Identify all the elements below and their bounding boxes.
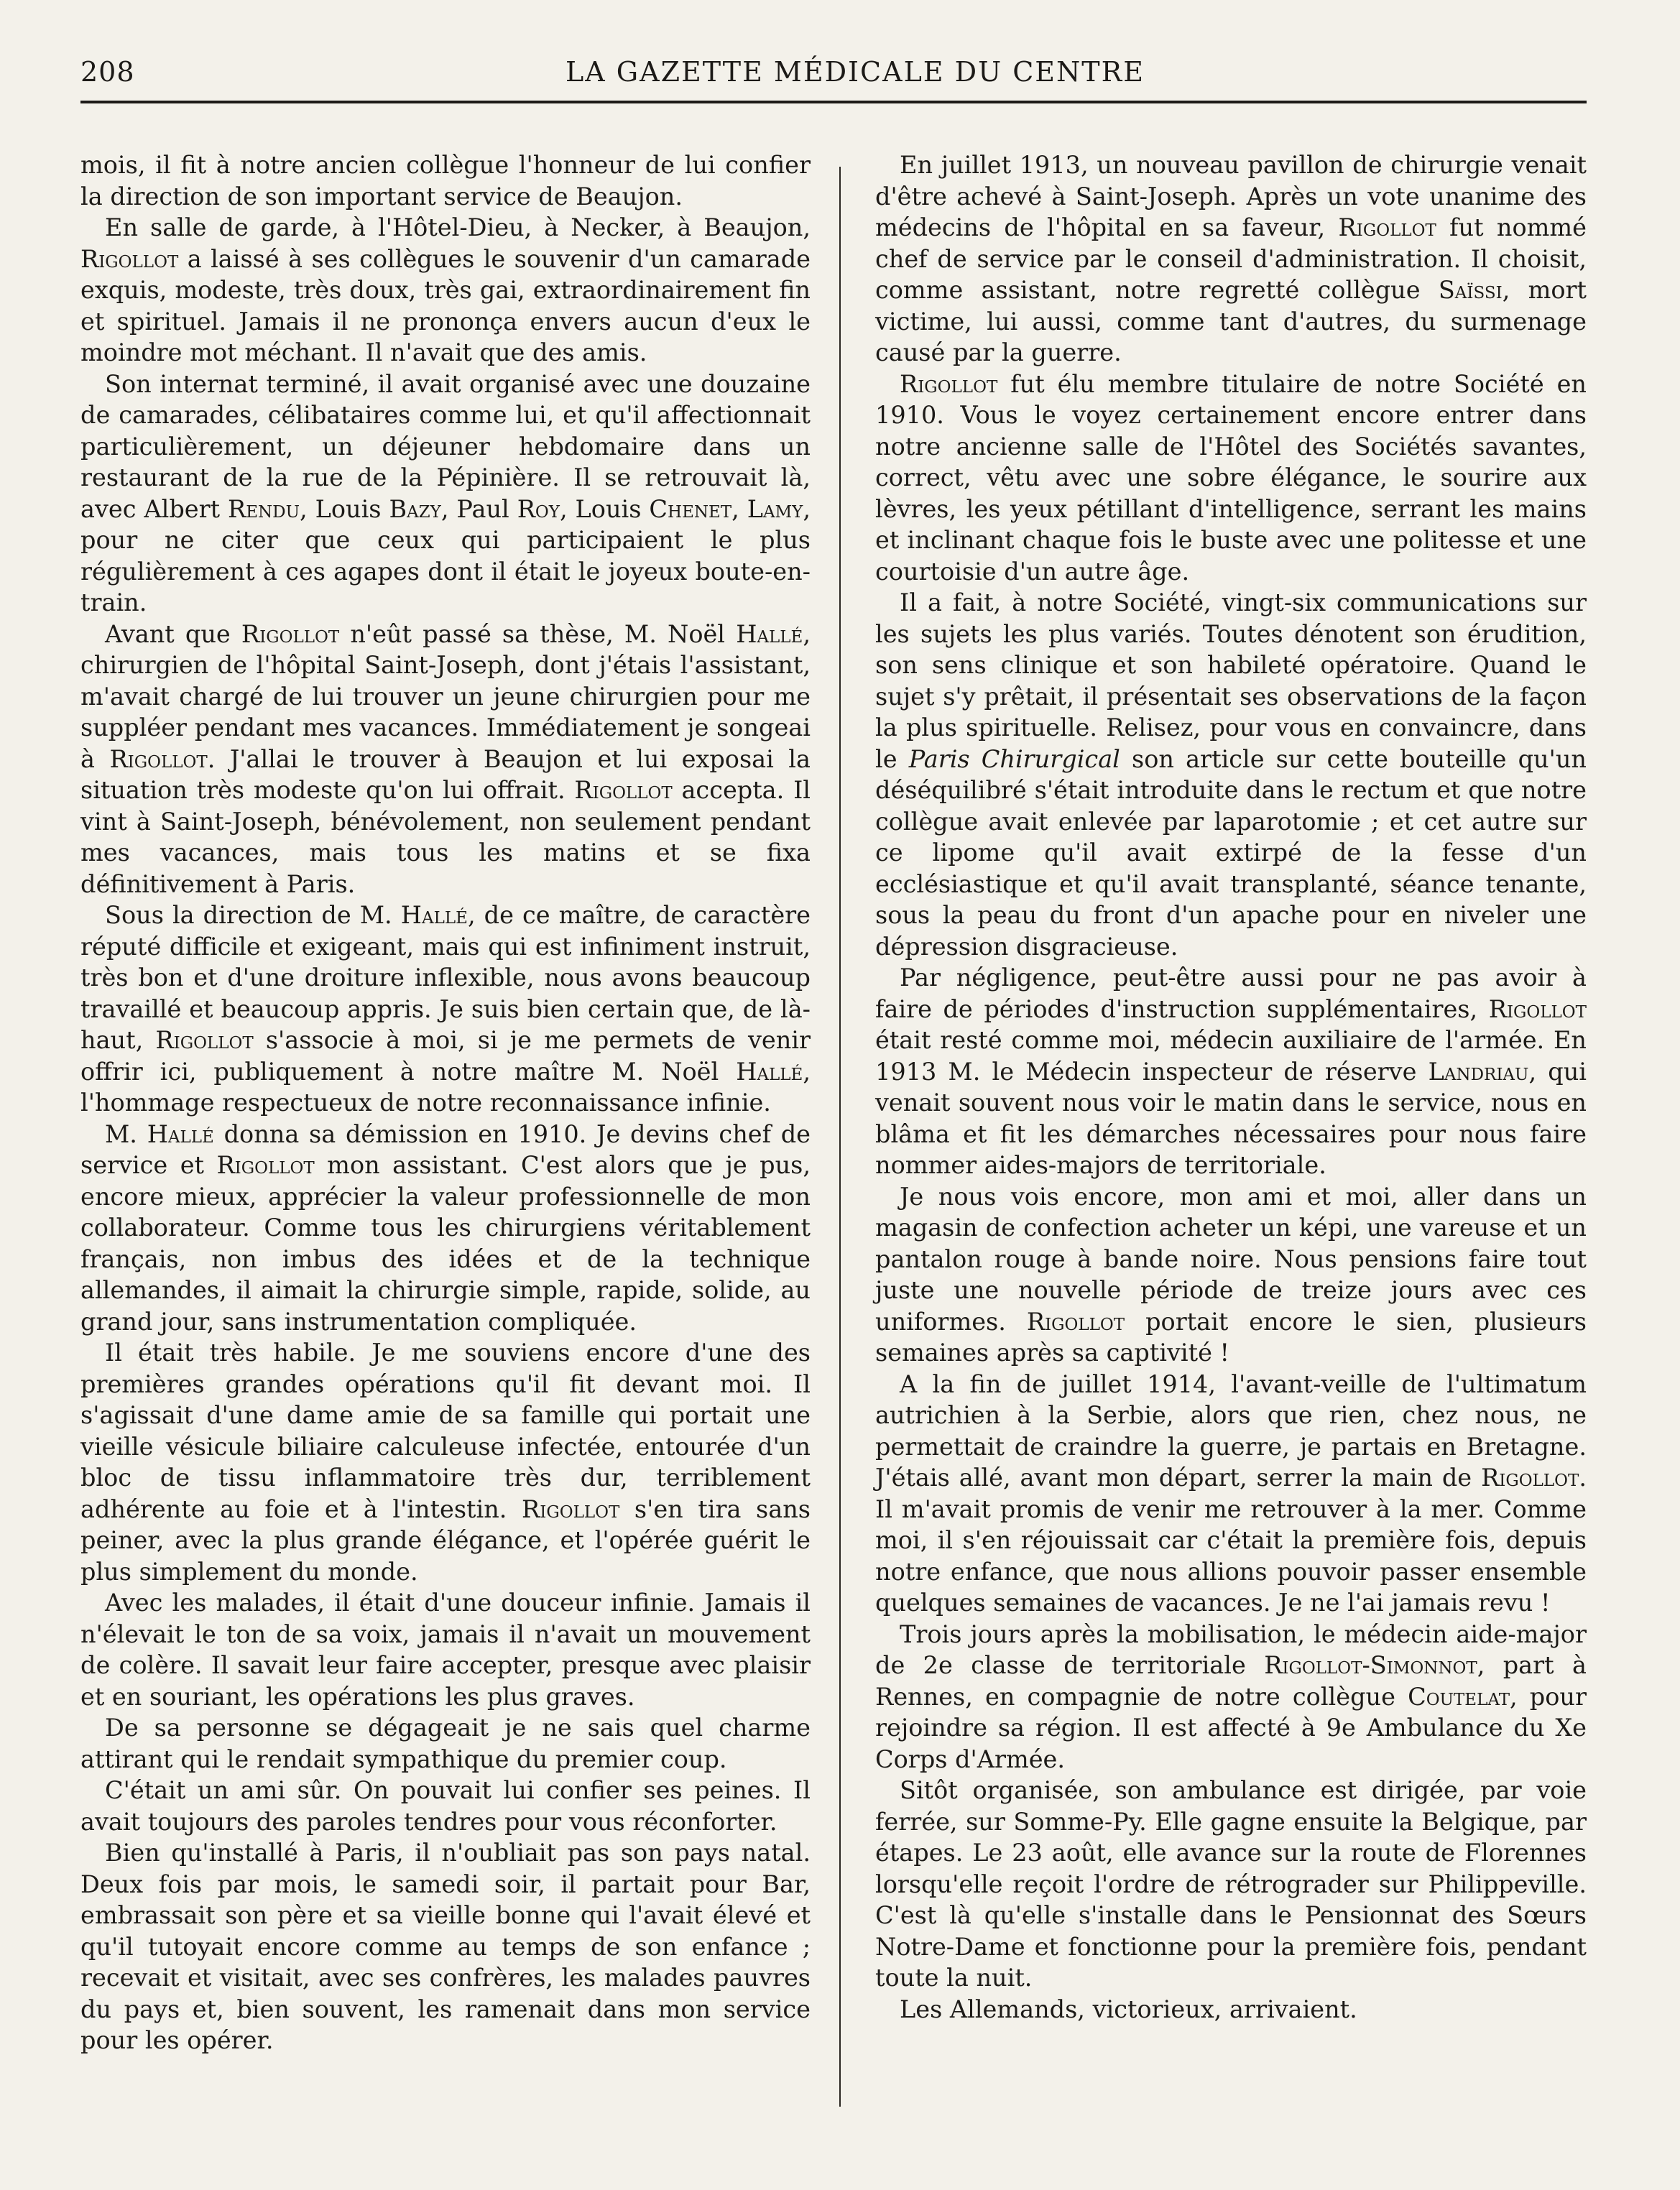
person-name: Rigollot: [155, 1026, 254, 1054]
person-name: Rigollot: [216, 1151, 315, 1179]
paragraph: Il a fait, à notre Société, vingt-six communications sur les sujets les plus variés. Toutes dénotent son érudition, son sens clinique et son habileté opératoire. Quand le sujet s'y prêtait, il présentait ses observations de la façon la plus spirituelle. Relisez, pour vous en convaincre, dans le Paris Chirurgical son article sur cette bouteille qu'un déséquilibré s'était introduite dans le rectum et que notre collègue avait enlevée par laparotomie ; et cet autre sur ce lipome qu'il avait extirpé de la fesse d'un ecclésiastique et qu'il avait transplanté, séance tenante, sous la peau du front d'un apache pour en niveler une dépression disgracieuse.: [875, 588, 1587, 961]
paragraph: Bien qu'installé à Paris, il n'oubliait pas son pays natal. Deux fois par mois, le samedi soir, il partait pour Bar, embrassait son père et sa vieille bonne qui l'avait élevé et qu'il tutoyait encore comme au temps de son enfance ; recevait et visitait, avec ses confrères, les malades pauvres du pays et, bien souvent, les ramenait dans mon service pour les opérer.: [80, 1839, 811, 2054]
person-name: Lamy: [747, 494, 803, 523]
paragraph: Rigollot fut élu membre titulaire de notre Société en 1910. Vous le voyez certainement encore entrer dans notre ancienne salle de l'Hôtel des Sociétés savantes, correct, vêtu avec une sobre élégance, le sourire aux lèvres, les yeux pétillant d'intelligence, serrant les mains et inclinant chaque fois le buste avec une politesse et une courtoisie d'un autre âge.: [875, 369, 1587, 586]
paragraph: Avant que Rigollot n'eût passé sa thèse, M. Noël Hallé, chirurgien de l'hôpital Saint-Joseph, dont j'étais l'assistant, m'avait chargé de lui trouver un jeune chirurgien pour me suppléer pendant mes vacances. Immédiatement je songeai à Rigollot. J'allai le trouver à Beaujon et lui exposai la situation très modeste qu'on lui offrait. Rigollot accepta. Il vint à Saint-Joseph, bénévolement, non seulement pendant mes vacances, mais tous les matins et se fixa définitivement à Paris.: [80, 619, 811, 898]
person-name: Hallé: [147, 1119, 214, 1148]
paragraph: M. Hallé donna sa démission en 1910. Je devins chef de service et Rigollot mon assistant. C'est alors que je pus, encore mieux, apprécier la valeur professionnelle de mon collaborateur. Comme tous les chirurgiens véritablement français, non imbus des idées et de la technique allemandes, il aimait la chirurgie simple, rapide, solide, au grand jour, sans instrumentation compliquée.: [80, 1119, 811, 1336]
paragraph: Il était très habile. Je me souviens encore d'une des premières grandes opérations qu'il fit devant moi. Il s'agissait d'une dame amie de sa famille qui portait une vieille vésicule biliaire calculeuse infectée, entourée d'un bloc de tissu inflammatoire très dur, terriblement adhérente au foie et à l'intestin. Rigollot s'en tira sans peiner, avec la plus grande élégance, et l'opérée guérit le plus simplement du monde.: [80, 1339, 811, 1586]
person-name: Chenet: [649, 494, 732, 523]
person-name: Coutelat: [1408, 1682, 1510, 1711]
paragraph: A la fin de juillet 1914, l'avant-veille de l'ultimatum autrichien à la Serbie, alors que rien, chez nous, ne permettait de craindre la guerre, je partais en Bretagne. J'étais allé, avant mon départ, serrer la main de Rigollot. Il m'avait promis de venir me retrouver à la mer. Comme moi, il s'en réjouissait car c'était la première fois, depuis notre enfance, que nous allions pouvoir passer ensemble quelques semaines de vacances. Je ne l'ai jamais revu !: [875, 1369, 1587, 1617]
left-column: [80, 149, 811, 2056]
header-rule: [80, 101, 1587, 103]
paragraph: En salle de garde, à l'Hôtel-Dieu, à Necker, à Beaujon, Rigollot a laissé à ses collègues le souvenir d'un camarade exquis, modeste, très doux, très gai, extraordinairement fin et spirituel. Jamais il ne prononça envers aucun d'eux le moindre mot méchant. Il n'avait que des amis.: [80, 213, 811, 366]
column-divider: [839, 167, 841, 2107]
person-name: Rendu: [228, 494, 300, 523]
paragraph: mois, il fit à notre ancien collègue l'honneur de lui confier la direction de son important service de Beaujon.: [80, 151, 811, 211]
person-name: Rigollot: [1481, 1464, 1579, 1492]
person-name: Rigollot: [1026, 1307, 1125, 1336]
paragraph: Je nous vois encore, mon ami et moi, aller dans un magasin de confection acheter un képi, une vareuse et un pantalon rouge à bande noire. Nous pensions faire tout juste une nouvelle période de treize jours avec ces uniformes. Rigollot portait encore le sien, plusieurs semaines après sa captivité !: [875, 1182, 1587, 1367]
paragraph: Sous la direction de M. Hallé, de ce maître, de caractère réputé difficile et exigeant, mais qui est infiniment instruit, très bon et d'une droiture inflexible, nous avons beaucoup travaillé et beaucoup appris. Je suis bien certain que, de là-haut, Rigollot s'associe à moi, si je me permets de venir offrir ici, publiquement à notre maître M. Noël Hallé, l'hommage respectueux de notre reconnaissance infinie.: [80, 901, 811, 1117]
paragraph: C'était un ami sûr. On pouvait lui confier ses peines. Il avait toujours des paroles tendres pour vous réconforter.: [80, 1776, 811, 1836]
person-name: Hallé: [736, 1057, 803, 1086]
person-name: Rigollot: [109, 744, 208, 773]
paragraph: Sitôt organisée, son ambulance est dirigée, par voie ferrée, sur Somme-Py. Elle gagne ensuite la Belgique, par étapes. Le 23 août, elle avance sur la route de Florennes lorsqu'elle reçoit l'ordre de rétrograder sur Philippeville. C'est là qu'elle s'installe dans le Pensionnat des Sœurs Notre-Dame et fonctionne pour la première fois, pendant toute la nuit.: [875, 1776, 1587, 1992]
paragraph: Les Allemands, victorieux, arrivaient.: [900, 1995, 1357, 2023]
person-name: Rigollot: [241, 619, 340, 648]
paragraph: De sa personne se dégageait je ne sais quel charme attirant qui le rendait sympathique du premier coup.: [80, 1714, 811, 1773]
person-name: Roy: [517, 494, 560, 523]
paragraph: Son internat terminé, il avait organisé avec une douzaine de camarades, célibataires comme lui, et qu'il affectionnait particulièrement, un déjeuner hebdomaire dans un restaurant de la rue de la Pépinière. Il se retrouvait là, avec Albert Rendu, Louis Bazy, Paul Roy, Louis Chenet, Lamy, pour ne citer que ceux qui participaient le plus régulièrement à ces agapes dont il était le joyeux boute-en-train.: [80, 369, 811, 616]
person-name: Hallé: [736, 619, 803, 648]
person-name: Rigollot: [900, 369, 998, 398]
person-name: Hallé: [400, 901, 468, 929]
person-name: Rigollot: [522, 1494, 620, 1523]
publication-title: Paris Chirurgical: [908, 744, 1120, 773]
paragraph: Trois jours après la mobilisation, le médecin aide-major de 2e classe de territoriale Rigollot-Simonnot, part à Rennes, en compagnie de notre collègue Coutelat, pour rejoindre sa région. Il est affecté à 9e Ambulance du Xe Corps d'Armée.: [875, 1620, 1587, 1773]
person-name: Rigollot: [1338, 213, 1436, 241]
page-number: 208: [80, 56, 135, 88]
journal-title: LA GAZETTE MÉDICALE DU CENTRE: [566, 56, 1145, 88]
right-column: [875, 149, 1587, 2025]
person-name: Rigollot: [574, 776, 673, 804]
person-name: Rigollot: [80, 244, 179, 273]
person-name: Bazy: [389, 494, 441, 523]
page-header: [80, 56, 1587, 99]
paragraph: Avec les malades, il était d'une douceur infinie. Jamais il n'élevait le ton de sa voix, jamais il n'avait un mouvement de colère. Il savait leur faire accepter, presque avec plaisir et en souriant, les opérations les plus graves.: [80, 1589, 811, 1711]
person-name: Rigollot-Simonnot: [1264, 1651, 1477, 1679]
person-name: Saïssi: [1438, 276, 1503, 304]
person-name: Rigollot: [1488, 994, 1587, 1023]
person-name: Landriau: [1428, 1057, 1529, 1086]
paragraph: Par négligence, peut-être aussi pour ne pas avoir à faire de périodes d'instruction supplémentaires, Rigollot était resté comme moi, médecin auxiliaire de l'armée. En 1913 M. le Médecin inspecteur de réserve Landriau, qui venait souvent nous voir le matin dans le service, nous en blâma et fit les démarches nécessaires pour nous faire nommer aides-majors de territoriale.: [875, 964, 1587, 1179]
paragraph: En juillet 1913, un nouveau pavillon de chirurgie venait d'être achevé à Saint-Joseph. Après un vote unanime des médecins de l'hôpital en sa faveur, Rigollot fut nommé chef de service par le conseil d'administration. Il choisit, comme assistant, notre regretté collègue Saïssi, mort victime, lui aussi, comme tant d'autres, du surmenage causé par la guerre.: [875, 151, 1587, 366]
